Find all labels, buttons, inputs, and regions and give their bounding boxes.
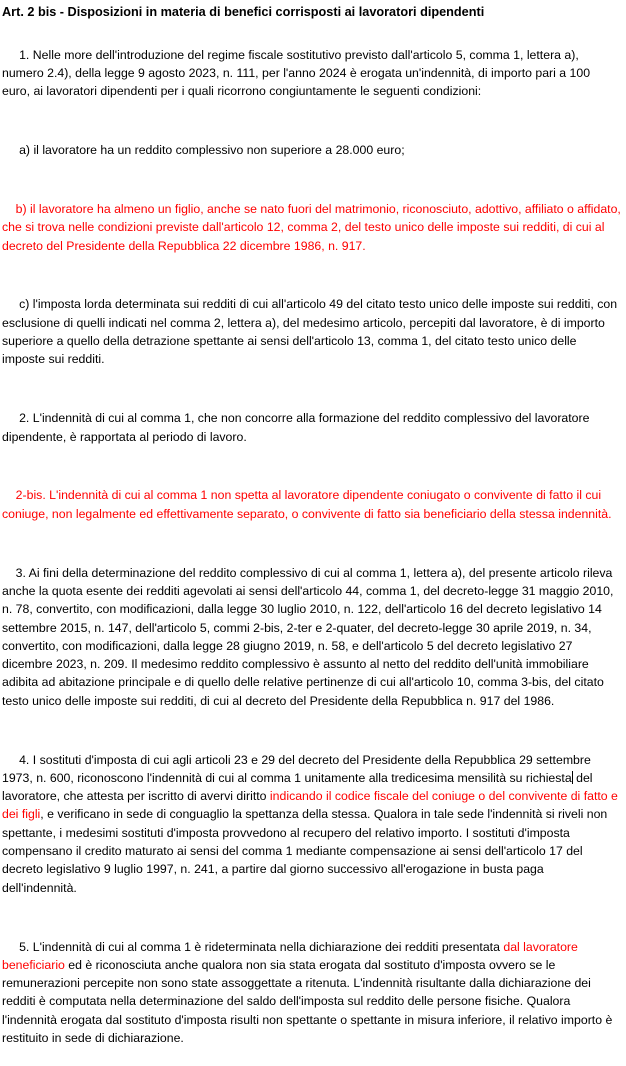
paragraph-comma-2bis xyxy=(2,468,621,541)
paragraph-comma-2 xyxy=(2,391,621,464)
highlighted-text-run: b) il lavoratore ha almeno un figlio, anche se nato fuori del matrimonio, riconosciuto, adottivo, affiliato o affidato, che si trova nelle condizioni previste dall'articolo 12, comma 2, del testo unico delle imposte sui redditi, di cui al decreto del Presidente della Repubblica 22 dicembre 1986, n. 917. xyxy=(2,201,625,253)
text-run: 3. Ai fini della determinazione del reddito complessivo di cui al comma 1, lettera a), del presente articolo rileva anche la quota esente dei redditi agevolati ai sensi dell'articolo 44, comma 1, del decreto-legge 31 maggio 2010, n. 78, convertito, con modificazioni, dalla legge 30 luglio 2010, n. 122, dell'articolo 16 del decreto legislativo 14 settembre 2015, n. 147, dell'articolo 5, commi 2-bis, 2-ter e 2-quater, del decreto-legge 30 aprile 2019, n. 34, convertito, con modificazioni, dalla legge 28 giugno 2019, n. 58, e dell'articolo 5 del decreto legislativo 27 dicembre 2023, n. 209. Il medesimo reddito complessivo è assunto al netto del reddito dell'unità immobiliare adibita ad abitazione principale e di quello delle relative pertinenze di cui all'articolo 10, comma 3-bis, del citato testo unico delle imposte sui redditi, di cui al decreto del Presidente della Repubblica n. 917 del 1986. xyxy=(2,565,617,708)
highlighted-text-run: indicando il codice fiscale del coniuge o del convivente di fatto e dei figli xyxy=(2,789,622,822)
text-run: 1. Nelle more dell'introduzione del regime fiscale sostitutivo previsto dall'articolo 5, comma 1, lettera a), numero 2.4), della legge 9 agosto 2023, n. 111, per l'anno 2024 è erogata un'indennità, di importo pari a 100 euro, ai lavoratori dipendenti per i quali ricorrono congiuntamente le seguenti condizioni: xyxy=(2,47,594,99)
text-run: a) il lavoratore ha un reddito complessivo non superiore a 28.000 euro; xyxy=(15,143,405,158)
text-run: ed è riconosciuta anche qualora non sia stata erogata dal sostituto d'imposta ovvero se le remunerazioni percepite non sono state assoggettate a ritenuta. L'indennità risultante dalla dichiarazione dei redditi è computata nella determinazione del saldo dell'imposta sul reddito delle persone fisiche. Qualora l'indennità erogata dal sostituto d'imposta risulti non spettante o spettante in misura inferiore, il relativo importo è restituito in sede di dichiarazione. xyxy=(2,957,616,1046)
paragraph-comma-1 xyxy=(2,27,621,118)
highlighted-text-run: 2-bis. L'indennità di cui al comma 1 non spetta al lavoratore dipendente coniugato o convivente di fatto il cui coniuge, non legalmente ed effettivamente separato, o convivente di fatto sia beneficiario della stessa indennità. xyxy=(2,488,612,521)
paragraph-comma-3 xyxy=(2,545,621,728)
text-run: , e verificano in sede di conguaglio la spettanza della stessa. Qualora in tale sede l'indennità si riveli non spettante, i medesimi sostituti d'imposta provvedono al recupero del relativo importo. I sostituti d'imposta compensano il credito maturato ai sensi del comma 1 mediante compensazione ai sensi dell'articolo 17 del decreto legislativo 9 luglio 1997, n. 241, a partire dal giorno successivo all'erogazione in busta paga dell'indennità. xyxy=(2,807,611,895)
text-run: c) l'imposta lorda determinata sui redditi di cui all'articolo 49 del citato testo unico delle imposte sui redditi, con esclusione di quelli indicati nel comma 2, lettera a), del medesimo articolo, percepiti dal lavoratore, è di importo superiore a quello della detrazione spettante ai sensi dell'articolo 13, comma 1, del citato testo unico delle imposte sui redditi. xyxy=(2,297,621,367)
highlighted-text-run: dal lavoratore beneficiario xyxy=(2,939,582,972)
paragraph-lettera-a xyxy=(2,123,621,178)
paragraph-comma-5 xyxy=(2,919,621,1065)
text-run: del lavoratore, che attesta per iscritto di avervi diritto xyxy=(2,770,596,804)
paragraph-lettera-b xyxy=(2,182,625,273)
text-run: 2. L'indennità di cui al comma 1, che non concorre alla formazione del reddito complessivo del lavoratore dipendente, è rapportata al periodo di lavoro. xyxy=(2,411,593,444)
article-title: Art. 2 bis - Disposizioni in materia di benefici corrisposti ai lavoratori dipendenti xyxy=(2,5,485,19)
text-run: 5. L'indennità di cui al comma 1 è rideterminata nella dichiarazione dei redditi presentata xyxy=(15,939,504,954)
text-run: 4. I sostituti d'imposta di cui agli articoli 23 e 29 del decreto del Presidente della Repubblica 29 settembre 1973, n. 600, riconoscono l'indennità di cui al comma 1 unitamente alla tredicesima mensilità su richiesta xyxy=(2,752,595,785)
paragraph-lettera-c xyxy=(2,277,621,387)
paragraph-comma-4 xyxy=(2,732,621,915)
